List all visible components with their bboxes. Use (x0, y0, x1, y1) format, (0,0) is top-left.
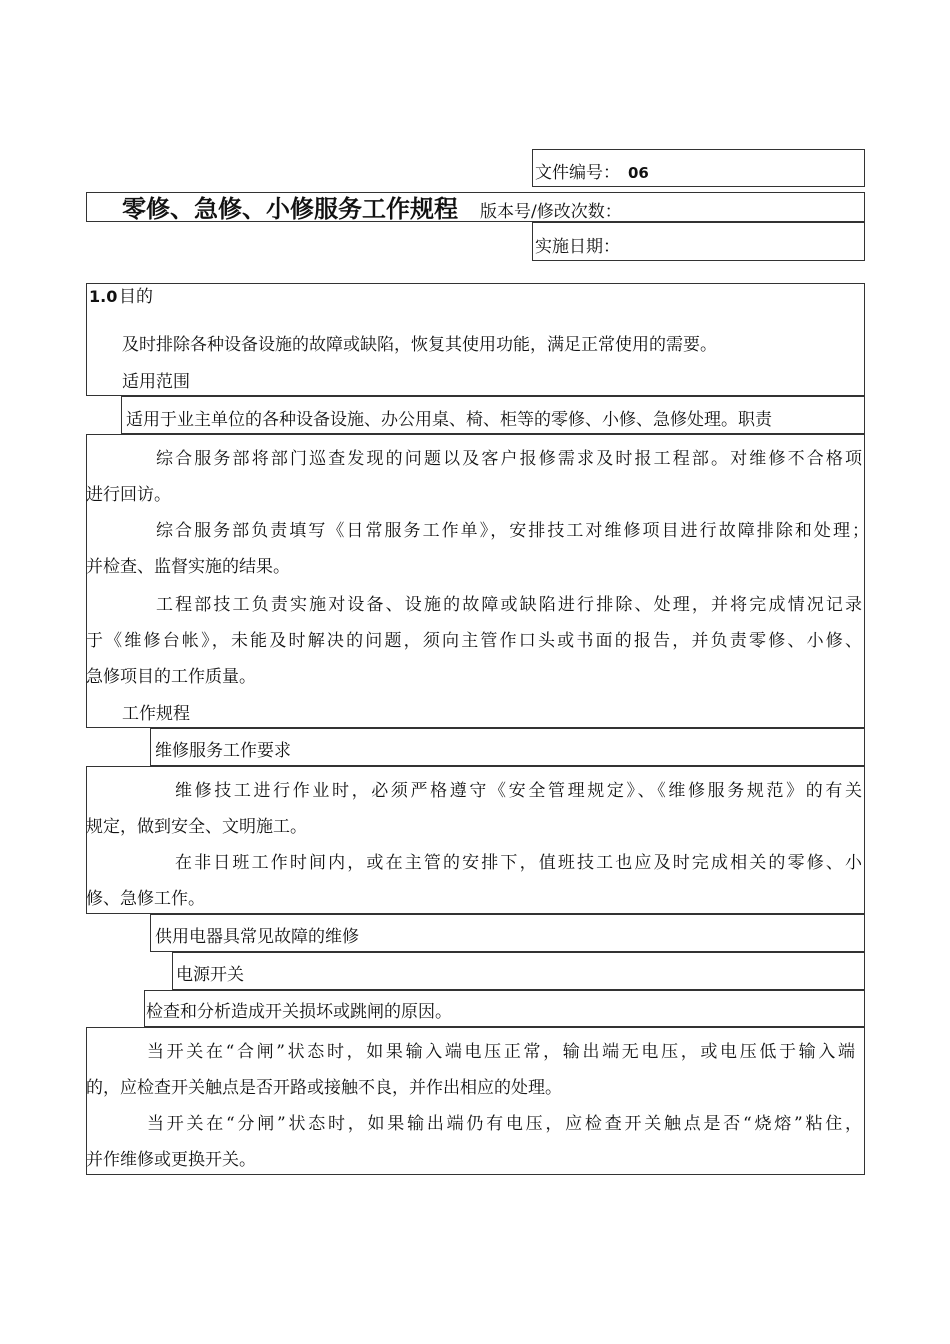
section-heading-purpose: 目的 (119, 287, 153, 307)
requirements-p2-line1: 在非日班工作时间内，或在主管的安排下，值班技工也应及时完成相关的零修、小 (175, 853, 862, 873)
appliances-heading: 供用电器具常见故障的维修 (155, 927, 359, 947)
power-switch-heading: 电源开关 (176, 965, 244, 985)
requirements-heading: 维修服务工作要求 (155, 741, 291, 761)
duties-p2-line2: 并检查、监督实施的结果。 (86, 557, 290, 577)
version-label: 版本号/修改次数： (480, 202, 622, 222)
requirements-p2-line2: 修、急修工作。 (86, 889, 205, 909)
switch-p1-line2: 的，应检查开关触点是否开路或接触不良，并作出相应的处理。 (86, 1078, 562, 1098)
purpose-text: 及时排除各种设备设施的故障或缺陷，恢复其使用功能，满足正常使用的需要。 (122, 335, 717, 355)
requirements-p1-line2: 规定，做到安全、文明施工。 (86, 817, 307, 837)
duties-p3-line2: 于《维修台帐》，未能及时解决的问题，须向主管作口头或书面的报告，并负责零修、小修、 (86, 631, 862, 651)
scope-heading: 适用范围 (122, 372, 190, 392)
procedure-heading: 工作规程 (122, 704, 190, 724)
doc-number-value: 06 (628, 164, 649, 182)
power-switch-heading-box (172, 952, 865, 990)
duties-p3-line1: 工程部技工负责实施对设备、设施的故障或缺陷进行排除、处理，并将完成情况记录 (156, 595, 862, 615)
requirements-p1-line1: 维修技工进行作业时，必须严格遵守《安全管理规定》、《维修服务规范》的有关 (175, 781, 862, 801)
duties-p2-line1: 综合服务部负责填写《日常服务工作单》，安排技工对维修项目进行故障排除和处理； (156, 521, 869, 541)
scope-text: 适用于业主单位的各种设备设施、办公用桌、椅、柜等的零修、小修、急修处理。职责 (126, 410, 772, 430)
check-text: 检查和分析造成开关损坏或跳闸的原因。 (146, 1002, 452, 1022)
date-label: 实施日期： (535, 237, 620, 257)
switch-p2-line2: 并作维修或更换开关。 (86, 1150, 256, 1170)
duties-p1-line1: 综合服务部将部门巡查发现的问题以及客户报修需求及时报工程部。对维修不合格项 (156, 449, 862, 469)
document-title: 零修、急修、小修服务工作规程 (122, 195, 458, 223)
duties-p1-line2: 进行回访。 (86, 485, 171, 505)
switch-p1-line1: 当开关在“合闸”状态时，如果输入端电压正常，输出端无电压，或电压低于输入端 (147, 1042, 855, 1062)
doc-number-label: 文件编号： (535, 163, 620, 183)
duties-p3-line3: 急修项目的工作质量。 (86, 667, 256, 687)
switch-p2-line1: 当开关在“分闸”状态时，如果输出端仍有电压，应检查开关触点是否“烧熔”粘住， (147, 1114, 862, 1134)
section-number: 1.0 (89, 287, 118, 306)
